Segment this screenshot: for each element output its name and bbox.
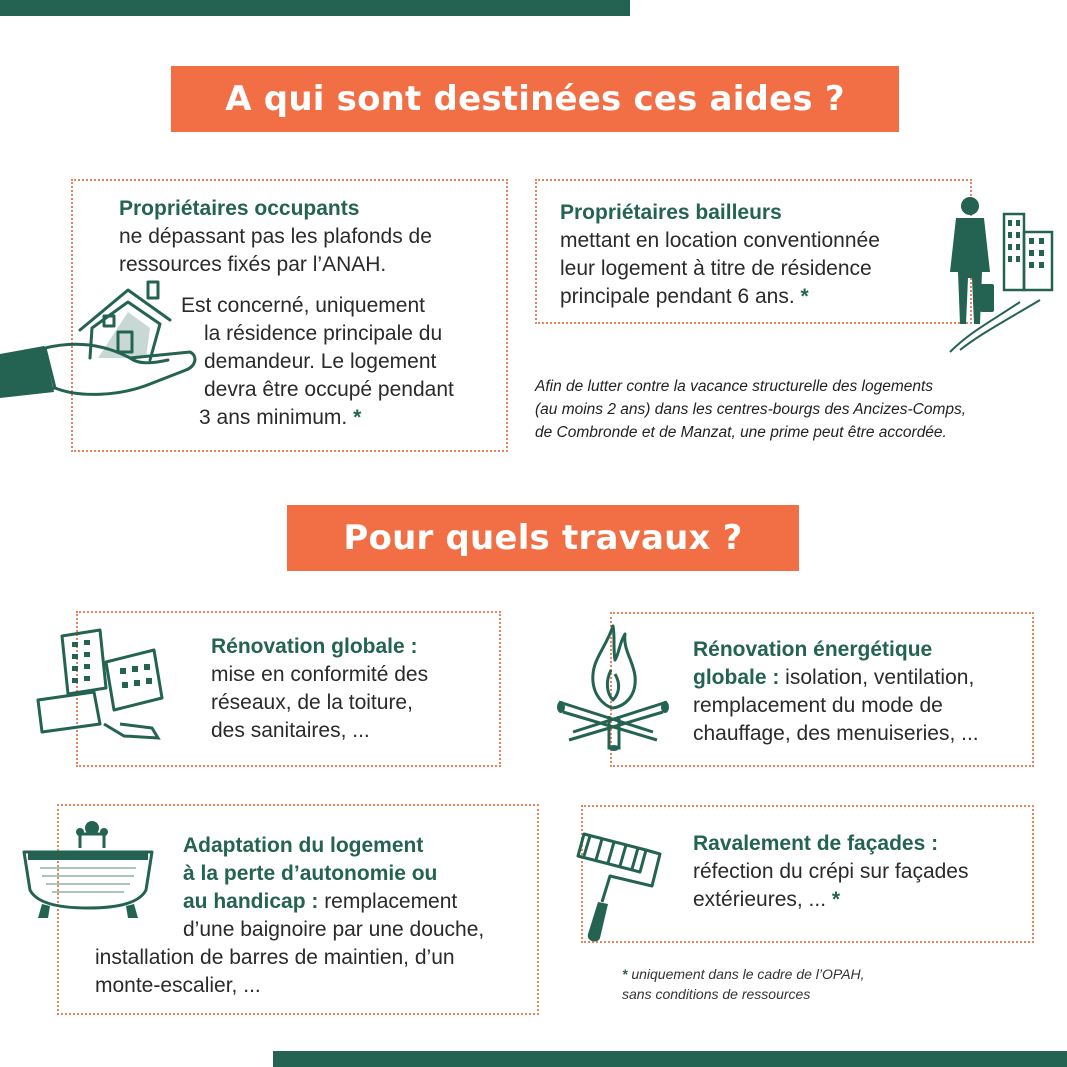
renovation-energetique-line-2: remplacement du mode de: [693, 694, 943, 717]
section-title-beneficiaires: A qui sont destinées ces aides ?: [171, 66, 899, 132]
adaptation-line-4: monte-escalier, ...: [95, 974, 261, 997]
occupants-detail-4: devra être occupé pendant: [204, 378, 454, 401]
vacance-note-line-2: (au moins 2 ans) dans les centres-bourgs des Ancizes-Comps,: [535, 401, 967, 418]
adaptation-line-2: d’une baignoire par une douche,: [183, 918, 485, 941]
ravalement-line-2-text: extérieures, ...: [693, 888, 827, 911]
occupants-line-2: ressources fixés par l’ANAH.: [119, 253, 387, 276]
bottom-bar: [273, 1051, 1067, 1067]
footnote-line-1: [622, 964, 865, 984]
adaptation-line-1: [183, 888, 457, 916]
bailleurs-line-3: [560, 283, 809, 311]
adaptation-text-1: remplacement: [318, 890, 458, 913]
adaptation-line-3: installation de barres de maintien, d’un: [95, 946, 455, 969]
occupants-heading: Propriétaires occupants: [119, 197, 360, 220]
paint-roller-icon: [576, 822, 666, 944]
bailleurs-line-1: mettant en location conventionnée: [560, 229, 880, 252]
renovation-globale-heading: Rénovation globale :: [211, 635, 418, 658]
occupants-line-1: ne dépassant pas les plafonds de: [119, 225, 432, 248]
campfire-icon: [553, 620, 673, 752]
businessman-building-icon: [940, 192, 1060, 356]
renovation-energetique-heading-2: globale :: [693, 666, 780, 689]
renovation-energetique-text-1: isolation, ventilation,: [779, 666, 975, 689]
occupants-detail-2: la résidence principale du: [204, 322, 443, 345]
renovation-energetique-line-3: chauffage, des menuiseries, ...: [693, 722, 979, 745]
vacance-note-line-3: de Combronde et de Manzat, une prime peut être accordée.: [535, 424, 947, 441]
section-title-travaux: Pour quels travaux ?: [287, 505, 799, 571]
bailleurs-line-3-text: principale pendant 6 ans.: [560, 285, 795, 308]
occupants-detail-3: demandeur. Le logement: [204, 350, 437, 373]
footnote-line-2: sans conditions de ressources: [622, 986, 811, 1002]
occupants-detail-5: [199, 404, 361, 432]
vacance-note-line-1: Afin de lutter contre la vacance structurelle des logements: [535, 378, 934, 395]
top-bar: [0, 0, 630, 16]
asterisk: *: [831, 888, 841, 911]
bailleurs-line-2: leur logement à titre de résidence: [560, 257, 872, 280]
ravalement-line-2: [693, 886, 840, 914]
asterisk: *: [353, 406, 362, 429]
renovation-energetique-line-1: [693, 664, 974, 692]
footnote-star: *: [622, 966, 628, 982]
ravalement-line-1: réfection du crépi sur façades: [693, 860, 969, 883]
bricks-icon: [34, 628, 164, 744]
adaptation-heading-2: à la perte d’autonomie ou: [183, 862, 438, 885]
renovation-energetique-heading-1: Rénovation énergétique: [693, 638, 933, 661]
bailleurs-heading: Propriétaires bailleurs: [560, 201, 782, 224]
hand-house-icon: [0, 276, 200, 412]
renovation-globale-line-3: des sanitaires, ...: [211, 719, 370, 742]
ravalement-heading: Ravalement de façades :: [693, 832, 939, 855]
asterisk: *: [800, 285, 809, 308]
bathtub-icon: [20, 818, 156, 924]
adaptation-heading-1: Adaptation du logement: [183, 834, 424, 857]
renovation-globale-line-2: réseaux, de la toiture,: [211, 691, 413, 714]
occupants-detail-5-text: 3 ans minimum.: [199, 406, 348, 429]
occupants-detail-1: Est concerné, uniquement: [181, 294, 425, 317]
footnote-line-1-text: uniquement dans le cadre de l’OPAH,: [627, 966, 865, 982]
renovation-globale-line-1: mise en conformité des: [211, 663, 429, 686]
adaptation-heading-3: au handicap :: [183, 890, 319, 913]
